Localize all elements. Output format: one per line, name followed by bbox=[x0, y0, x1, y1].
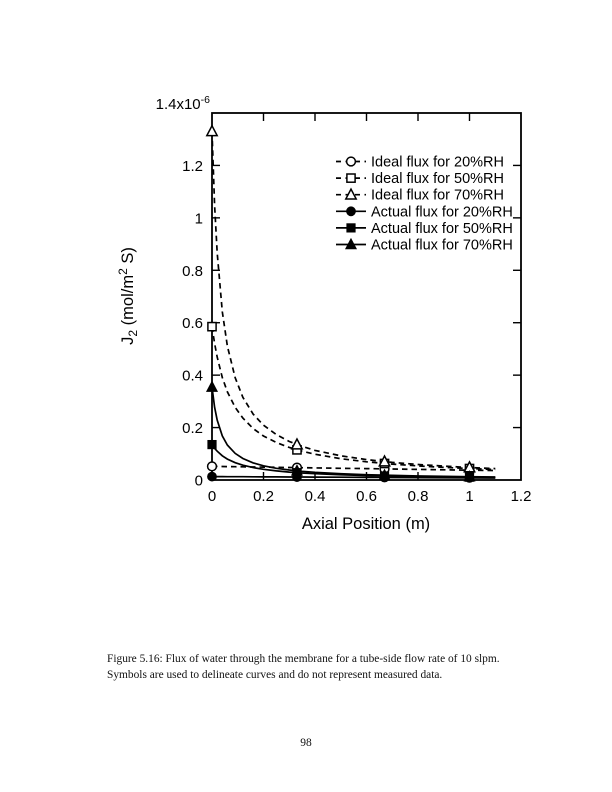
marker-ideal-flux-50rh bbox=[208, 323, 216, 331]
legend-item-actual-flux-70rh bbox=[336, 238, 513, 254]
legend-item-ideal-flux-70rh bbox=[336, 188, 504, 204]
figure-caption-line2: Symbols are used to delineate curves and do not represent measured data. bbox=[107, 669, 443, 682]
legend-label: Ideal flux for 20%RH bbox=[371, 154, 504, 171]
legend-item-actual-flux-50rh bbox=[336, 221, 513, 237]
chart-legend bbox=[336, 155, 513, 254]
legend-label: Ideal flux for 50%RH bbox=[371, 171, 504, 188]
page-number: 98 bbox=[300, 737, 312, 749]
legend-item-ideal-flux-50rh bbox=[336, 171, 504, 187]
x-tick-label: 1.2 bbox=[510, 488, 532, 505]
x-tick-label: 0.2 bbox=[253, 488, 274, 505]
legend-item-actual-flux-20rh bbox=[336, 204, 513, 220]
y-axis-title: $J_2$ ($mol/m^2$ S) bbox=[116, 247, 140, 345]
y-tick-label: 1.2 bbox=[182, 157, 203, 175]
legend-marker-ideal-flux-50rh bbox=[347, 174, 355, 182]
y-tick-label: 0.2 bbox=[182, 420, 203, 438]
y-tick-label: 0.4 bbox=[182, 367, 203, 385]
legend-marker-actual-flux-20rh bbox=[347, 207, 356, 216]
figure-caption-line1: Figure 5.16: Flux of water through the membrane for a tube-side flow rate of 10 slpm. bbox=[107, 653, 500, 665]
marker-ideal-flux-70rh bbox=[207, 126, 217, 136]
y-tick-label: 0 bbox=[194, 472, 203, 490]
y-axis-scale-label: $1.4x10^{-6}$ bbox=[155, 94, 210, 113]
x-axis-title: Axial Position (m) bbox=[301, 515, 431, 533]
legend-marker-actual-flux-50rh bbox=[347, 224, 355, 232]
x-tick-label: 0.4 bbox=[304, 488, 326, 505]
legend-label: Actual flux for 50%RH bbox=[371, 220, 513, 237]
y-tick-label: 0.8 bbox=[182, 262, 203, 280]
x-tick-label: 0.6 bbox=[356, 488, 377, 505]
curve-actual-flux-70rh bbox=[212, 387, 495, 477]
legend-item-ideal-flux-20rh bbox=[336, 155, 504, 171]
marker-actual-flux-20rh bbox=[208, 472, 217, 481]
y-tick-label: 1 bbox=[194, 210, 203, 228]
legend-label: Ideal flux for 70%RH bbox=[371, 187, 504, 204]
figure-caption bbox=[107, 651, 543, 683]
x-tick-label: 0 bbox=[207, 488, 217, 505]
marker-ideal-flux-70rh bbox=[292, 439, 302, 449]
curve-ideal-flux-50rh bbox=[212, 327, 495, 470]
y-tick-label: 0.6 bbox=[182, 315, 203, 333]
x-tick-label: 1 bbox=[465, 488, 474, 505]
legend-marker-ideal-flux-20rh bbox=[347, 157, 356, 166]
x-tick-label: 0.8 bbox=[407, 488, 429, 505]
marker-actual-flux-70rh bbox=[207, 381, 217, 391]
legend-label: Actual flux for 70%RH bbox=[371, 237, 513, 254]
legend-label: Actual flux for 20%RH bbox=[371, 204, 513, 221]
marker-ideal-flux-20rh bbox=[208, 462, 217, 471]
marker-actual-flux-50rh bbox=[208, 440, 216, 448]
